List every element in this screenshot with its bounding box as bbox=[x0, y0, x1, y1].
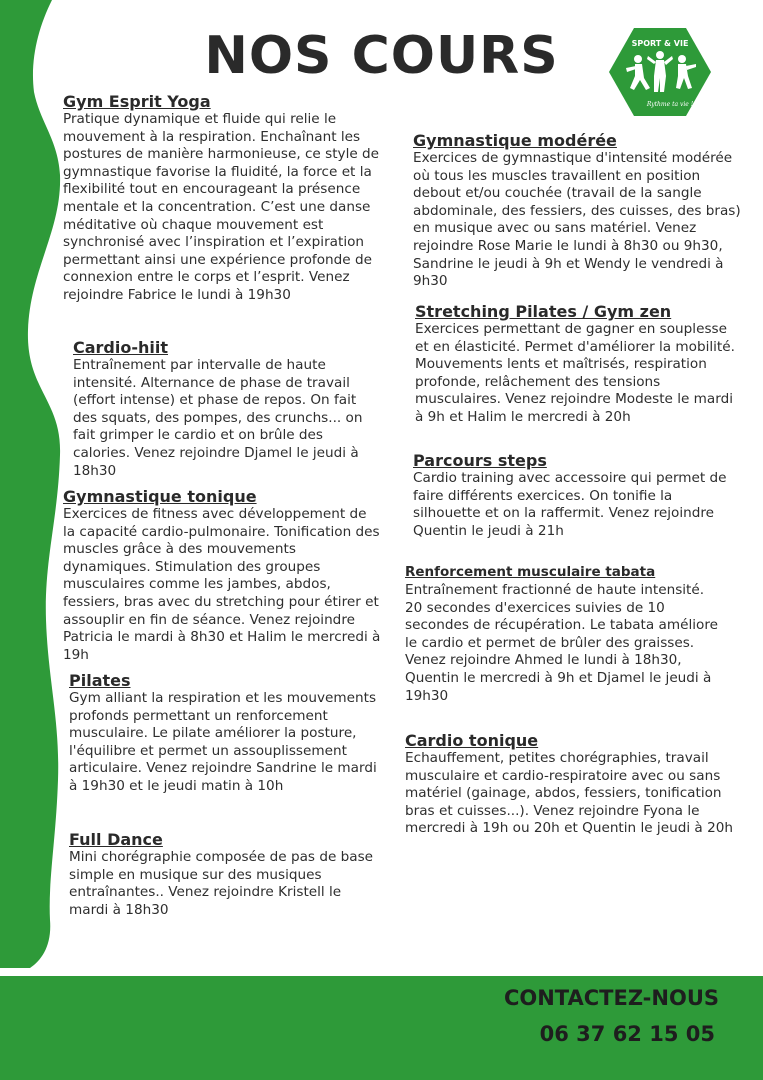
course-description: Gym alliant la respiration et les mouvements profonds permettant un renforcement musculaire. Le pilate améliorer la posture, l'équilibre et permet un assouplissement articulaire. Venez rejoindre Sandrine le mardi à 19h30 et le jeudi matin à 10h bbox=[69, 690, 377, 794]
course-gymnastique-moderee bbox=[413, 131, 746, 291]
course-title: Full Dance bbox=[69, 830, 163, 849]
logo-tagline: Rythme ta vie ! bbox=[646, 101, 694, 108]
course-description: Exercices permettant de gagner en souplesse et en élasticité. Permet d'améliorer la mobilité. Mouvements lents et maîtrisés, respiration profonde, relâchement des tensions musculaires. Venez rejoindre Modeste le mardi à 9h et Halim le mercredi à 20h bbox=[415, 321, 735, 425]
course-title: Parcours steps bbox=[413, 451, 547, 470]
course-cardio-hiit bbox=[73, 338, 378, 480]
sport-et-vie-logo bbox=[608, 26, 712, 118]
course-stretching-pilates bbox=[415, 302, 740, 427]
course-description: Exercices de gymnastique d'intensité modérée où tous les muscles travaillent en position debout et/ou couchée (travail de la sangle abdominale, des fessiers, des cuisses, des bras) en musique avec ou sans matériel. Venez rejoindre Rose Marie le lundi à 8h30 ou 9h30, Sandrine le jeudi à 9h et Wendy le vendredi à 9h30 bbox=[413, 150, 741, 290]
contact-phone[interactable]: 06 37 62 15 05 bbox=[539, 1022, 715, 1046]
course-title: Pilates bbox=[69, 671, 131, 690]
course-description: Cardio training avec accessoire qui permet de faire différents exercices. On tonifie la silhouette et on la raffermit. Venez rejoindre Quentin le jeudi à 21h bbox=[413, 470, 727, 539]
course-description: Entraînement fractionné de haute intensité. 20 secondes d'exercices suivies de 10 secondes de récupération. Le tabata améliore le cardio et permet de brûler des graisses. Venez rejoindre Ahmed le lundi à 18h30, Quentin le mercredi à 9h et Djamel le jeudi à 19h30 bbox=[405, 582, 718, 704]
left-wave-shape bbox=[0, 0, 60, 968]
course-description: Mini chorégraphie composée de pas de base simple en musique sur des musiques entraînantes.. Venez rejoindre Kristell le mardi à 18h30 bbox=[69, 849, 374, 918]
course-gym-esprit-yoga bbox=[63, 92, 388, 305]
course-title: Cardio tonique bbox=[405, 731, 539, 750]
course-gymnastique-tonique bbox=[63, 487, 381, 664]
contact-label: CONTACTEZ-NOUS bbox=[503, 986, 719, 1010]
course-title: Gym Esprit Yoga bbox=[63, 92, 211, 111]
course-title: Renforcement musculaire tabata bbox=[405, 564, 656, 580]
course-title: Gymnastique modérée bbox=[413, 131, 617, 150]
course-title: Gymnastique tonique bbox=[63, 487, 257, 506]
course-renforcement-tabata bbox=[405, 563, 725, 705]
course-title: Stretching Pilates / Gym zen bbox=[415, 302, 672, 321]
course-pilates bbox=[69, 671, 387, 796]
page-title: NOS COURS bbox=[204, 26, 559, 86]
course-parcours-steps bbox=[413, 451, 743, 540]
logo-top-text: SPORT & VIE bbox=[631, 39, 689, 48]
course-full-dance bbox=[69, 830, 374, 919]
course-description: Echauffement, petites chorégraphies, travail musculaire et cardio-respiratoire avec ou sans matériel (gainage, abdos, fessiers, tonification bras et cuisses...). Venez rejoindre Fyona le mercredi à 19h ou 20h et Quentin le jeudi à 20h bbox=[405, 750, 733, 837]
course-description: Exercices de fitness avec développement de la capacité cardio-pulmonaire. Tonification des muscles grâce à des mouvements dynamiques. Stimulation des groupes musculaires comme les jambes, abdos, fessiers, bras avec du stretching pour étirer et assouplir en fin de séance. Venez rejoindre Patricia le mardi à 8h30 et Halim le mercredi à 19h bbox=[63, 506, 381, 663]
course-description: Pratique dynamique et fluide qui relie le mouvement à la respiration. Enchaînant les postures de manière harmonieuse, ce style de gymnastique favorise la fluidité, la force et la flexibilité tout en encourageant la présence mentale et la concentration. C’est une danse méditative où chaque mouvement est synchronisé avec l’inspiration et l’expiration permettant ainsi une expérience profonde de connexion entre le corps et l’esprit. Venez rejoindre Fabrice le lundi à 19h30 bbox=[63, 111, 380, 303]
course-description: Entraînement par intervalle de haute intensité. Alternance de phase de travail (effort intense) et phase de repos. On fait des squats, des pompes, des crunchs... on fait grimper le cardio et on brûle des calories. Venez rejoindre Djamel le jeudi à 18h30 bbox=[73, 357, 363, 479]
course-cardio-tonique bbox=[405, 731, 740, 838]
course-title: Cardio-hiit bbox=[73, 338, 169, 357]
